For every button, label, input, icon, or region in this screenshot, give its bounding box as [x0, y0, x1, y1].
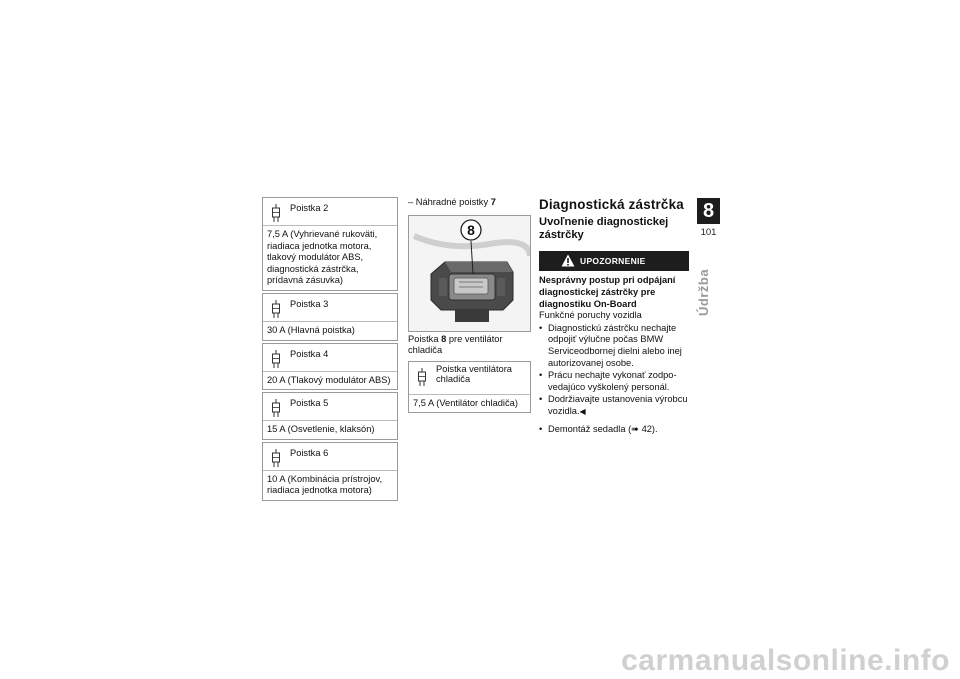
chapter-title-vertical: Údržba [696, 268, 711, 316]
fuse-header [263, 393, 397, 421]
list-item: • Prácu nechajte vykonať zodpovedajúco vyškolený personál. [539, 370, 689, 393]
fuse-header [263, 198, 397, 226]
fuse-list [262, 197, 398, 503]
fuse-icon [271, 350, 281, 368]
fuse-header [263, 443, 397, 471]
warning-banner [539, 251, 689, 271]
fuse-icon [417, 368, 427, 386]
warning-measures [539, 323, 689, 418]
fuse-entry-5 [262, 392, 398, 440]
fan-fuse-column [408, 197, 531, 415]
fuse-entry-4 [262, 343, 398, 391]
spare-fuses-number: 7 [490, 197, 496, 207]
fuse-description: 20 A (Tlakový modulátor ABS) [267, 374, 391, 385]
page-reference-arrow-icon: ➠ [631, 423, 639, 434]
warning-triangle-icon [561, 254, 575, 267]
list-item: • Dodržiavajte ustanovenia výrobcu vozidla.◀ [539, 394, 689, 417]
list-item: • Demontáž sedadla (➠ 42). [539, 424, 689, 436]
warning-label: UPOZORNENIE [580, 256, 646, 267]
fuse-header [263, 344, 397, 372]
fuse-header [409, 362, 530, 395]
spare-fuses-line: – Náhradné poistky 7 [408, 197, 496, 207]
fuse-entry-2 [262, 197, 398, 291]
fuse-title: Poistka 3 [290, 298, 329, 309]
fuse-photo [408, 215, 531, 332]
fuse-title: Poistka 5 [290, 398, 329, 409]
photo-caption: Poistka 8 pre ventilátor chladiča [408, 333, 503, 356]
fuse-icon [271, 204, 281, 222]
fuse-title: Poistka ventilátora chladiča [436, 363, 512, 385]
fuse-icon [271, 300, 281, 318]
fuse-title: Poistka 2 [290, 203, 329, 213]
fuse-holder-illustration [409, 216, 530, 331]
fuse-entry-3 [262, 293, 398, 341]
diagnostic-section [539, 197, 689, 436]
section-subheading: Uvoľnenie diagnostickej zástrčky [539, 216, 669, 242]
fuse-description: 10 A (Kombinácia prístrojov, riadiaca jednotka motora) [267, 473, 383, 496]
watermark: carmanualsonline.info [621, 644, 950, 677]
fuse-description: 30 A (Hlavná poistka) [267, 324, 355, 335]
fuse-description: 7,5 A (Vyhrievané rukoväti, riadiaca jednotka motora, tlakový modulátor ABS, diagnostická zástrčka, prídavná zásuvka) [267, 229, 378, 286]
fuse-description: 7,5 A (Ventilátor chladiča) [413, 397, 518, 408]
list-item: • Diagnostickú zástrčku nechajte odpojiť výlučne počas BMW Serviceodbornej dielni alebo inej autorizovanej osobe. [539, 323, 689, 369]
fuse-entry-fan [408, 361, 531, 414]
page-number: 101 [700, 227, 717, 238]
fuse-description: 15 A (Osvetlenie, klaksón) [267, 424, 375, 435]
procedure-steps [539, 424, 689, 436]
section-heading: Diagnostická zástrčka [539, 197, 684, 212]
fuse-entry-6 [262, 442, 398, 501]
end-marker-icon: ◀ [579, 406, 586, 416]
chapter-number-badge: 8 [697, 198, 720, 224]
fuse-header [263, 294, 397, 322]
photo-callout-8: 8 [467, 221, 475, 238]
fuse-icon [271, 449, 281, 467]
warning-title: Nesprávny postup pri odpájaní diagnostickej zástrčky pre diagnostiku On-Board [539, 275, 676, 309]
fuse-title: Poistka 4 [290, 348, 329, 359]
warning-consequence: Funkčné poruchy vozidla [539, 310, 642, 321]
fuse-title: Poistka 6 [290, 447, 329, 458]
fuse-icon [271, 399, 281, 417]
